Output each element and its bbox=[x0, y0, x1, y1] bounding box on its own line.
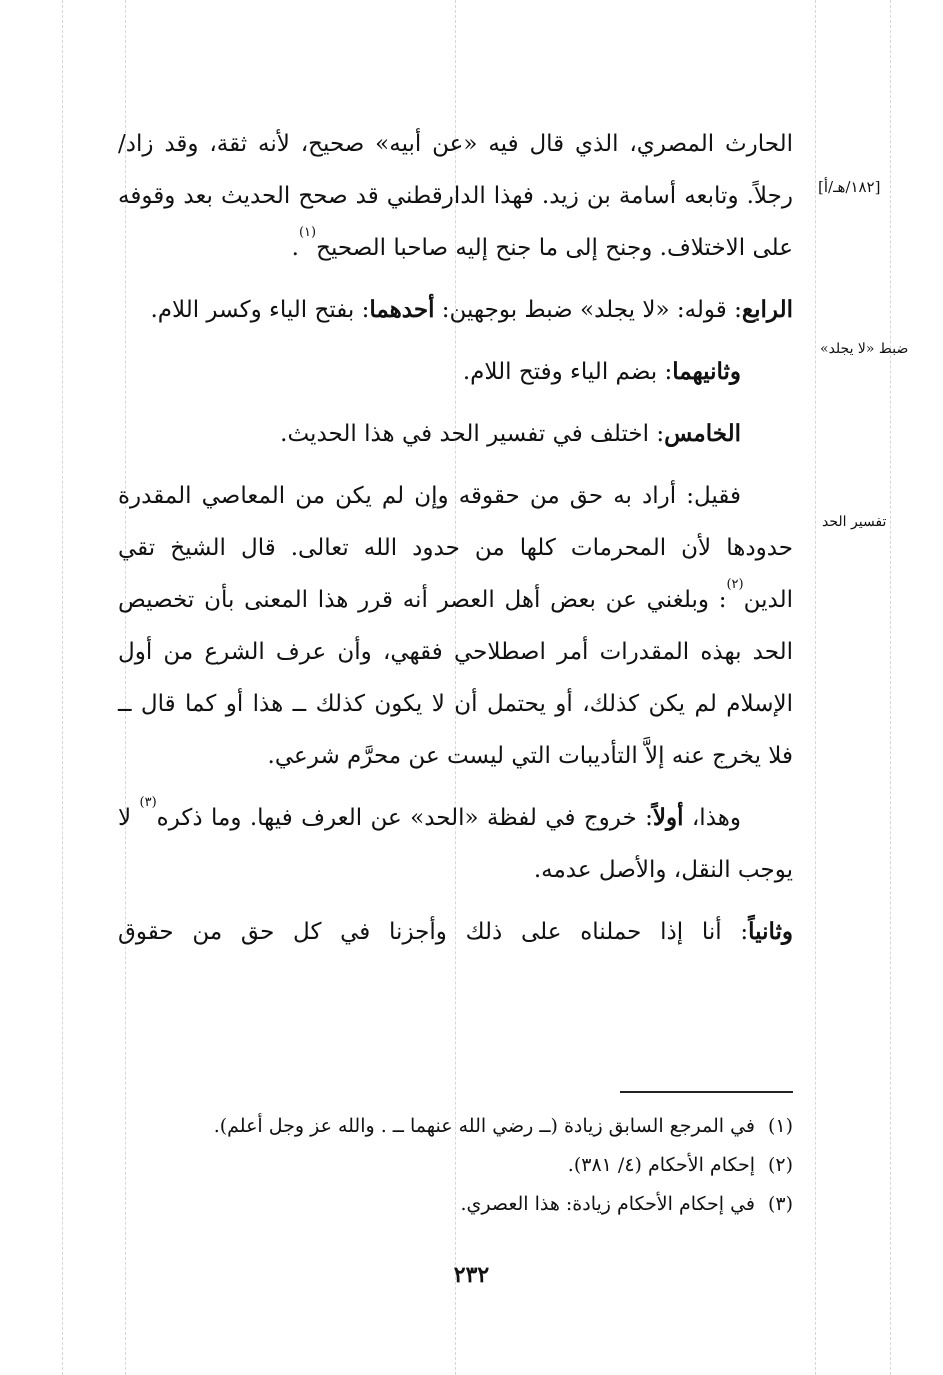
paragraph: الحارث المصري، الذي قال فيه «عن أبيه» صحيح، لأنه ثقة، وقد زاد/ رجلاً. وتابعه أسامة بن زيد. فهذا الدارقطني قد صحح الحديث بعد وقوفه على الاختلاف. وجنح إلى ما جنح إليه صاحبا الصحيح$^{(١)}$. bbox=[118, 131, 793, 261]
footnotes bbox=[118, 1107, 793, 1224]
scan-guide-line bbox=[62, 0, 63, 1375]
paragraph: وثانيهما: بضم الياء وفتح اللام. bbox=[462, 358, 741, 385]
margin-note-hadd-interpretation: تفسير الحد bbox=[822, 514, 887, 530]
footnote: (٢)إحكام الأحكام (٤/ ٣٨١). bbox=[567, 1154, 793, 1176]
paragraph: الرابع: قوله: «لا يجلد» ضبط بوجهين: أحدهما: بفتح الياء وكسر اللام. bbox=[150, 296, 793, 323]
margin-note-vocalization: ضبط «لا يجلد» bbox=[820, 341, 909, 357]
page-number: ٢٣٢ bbox=[453, 1262, 490, 1288]
footnote: (٣)في إحكام الأحكام زيادة: هذا العصري. bbox=[460, 1193, 793, 1215]
footnote: (١)في المرجع السابق زيادة (ــ رضي الله عنهما ــ . والله عز وجل أعلم). bbox=[213, 1115, 793, 1137]
footnote-ref: (٣) bbox=[139, 795, 157, 811]
main-text bbox=[118, 118, 793, 968]
footnote-ref: (٢) bbox=[726, 577, 744, 593]
paragraph: وهذا، أولاً: خروج في لفظة «الحد» عن العرف فيها. وما ذكره$^{(٣)}$ لا يوجب النقل، والأصل عدمه. bbox=[118, 795, 793, 883]
scan-guide-line bbox=[890, 0, 891, 1375]
margin-manuscript-ref: [١٨٢/هـ/أ] bbox=[818, 178, 881, 196]
scan-guide-line bbox=[815, 0, 816, 1375]
footnote-ref: (١) bbox=[298, 225, 317, 241]
paragraph: وثانياً: أنا إذا حملناه على ذلك وأجزنا في كل حق من حقوق bbox=[118, 918, 793, 945]
footnote-separator bbox=[620, 1091, 793, 1093]
paragraph: فقيل: أراد به حق من حقوقه وإن لم يكن من المعاصي المقدرة حدودها لأن المحرمات كلها من حدود الله تعالى. قال الشيخ تقي الدين$^{(٢)}$: وبلغني عن بعض أهل العصر أنه قرر هذا المعنى بأن تخصيص الحد بهذه المقدرات أمر اصطلاحي فقهي، وأن عرف الشرع من أول الإسلام لم يكن كذلك، أو يحتمل أن لا يكون كذلك ــ هذا أو كما قال ــ فلا يخرج عنه إلاَّ التأديبات التي ليست عن محرَّم شرعي. bbox=[118, 483, 793, 769]
paragraph: الخامس: اختلف في تفسير الحد في هذا الحديث. bbox=[280, 420, 741, 447]
